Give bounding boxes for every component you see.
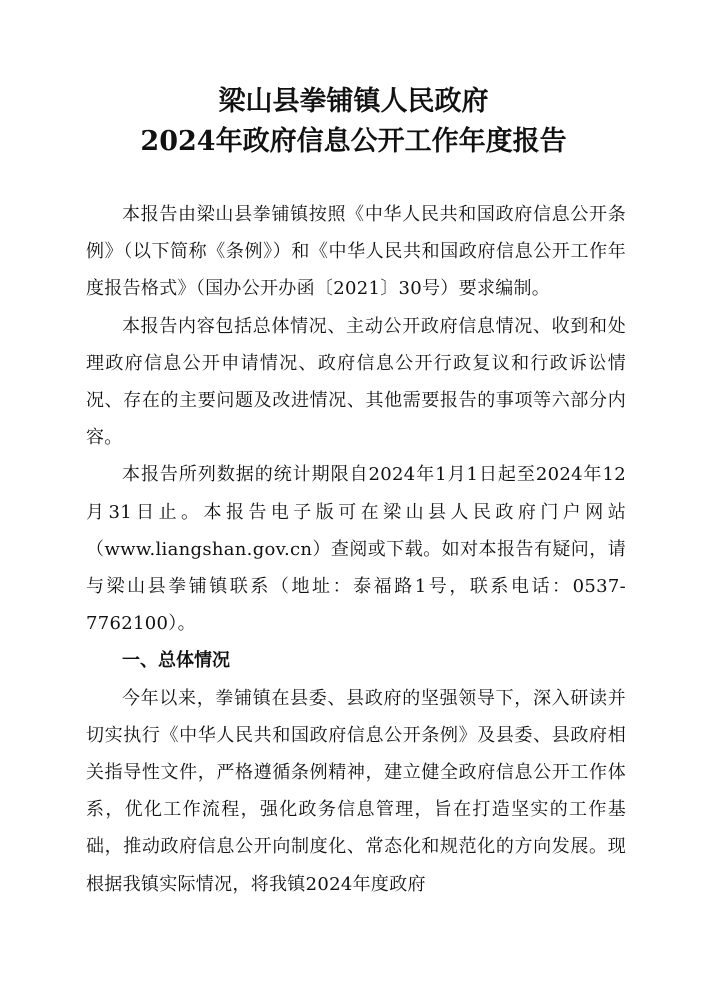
intro-paragraph-2: 本报告内容包括总体情况、主动公开政府信息情况、收到和处理政府信息公开申请情况、政府信息公开行政复议和行政诉讼情况、存在的主要问题及改进情况、其他需要报告的事项等六部分内容。 bbox=[86, 315, 626, 449]
title-line-2: 2024年政府信息公开工作年度报告 bbox=[140, 126, 567, 157]
intro-paragraph-1: 本报告由梁山县拳铺镇按照《中华人民共和国政府信息公开条例》（以下简称《条例》）和《中华人民共和国政府信息公开工作年度报告格式》（国办公开办函〔2021〕30号）要求编制。 bbox=[86, 204, 626, 300]
intro-paragraph-3: 本报告所列数据的统计期限自2024年1月1日起至2024年12月31日止。本报告电子版可在梁山县人民政府门户网站（www.liangshan.gov.cn）查阅或下载。如对本报告有疑问，请与梁山县拳铺镇联系（地址：泰福路1号，联系电话：0537-7762100）。 bbox=[86, 464, 626, 635]
report-title bbox=[0, 82, 707, 162]
report-body bbox=[86, 196, 626, 903]
title-line-1: 梁山县拳铺镇人民政府 bbox=[218, 86, 489, 117]
section-heading-overview: 一、总体情况 bbox=[122, 650, 230, 672]
overview-paragraph: 今年以来，拳铺镇在县委、县政府的坚强领导下，深入研读并切实执行《中华人民共和国政府信息公开条例》及县委、县政府相关指导性文件，严格遵循条例精神，建立健全政府信息公开工作体系，优化工作流程，强化政务信息管理，旨在打造坚实的工作基础，推动政府信息公开向制度化、常态化和规范化的方向发展。现根据我镇实际情况，将我镇2024年度政府 bbox=[86, 687, 626, 895]
